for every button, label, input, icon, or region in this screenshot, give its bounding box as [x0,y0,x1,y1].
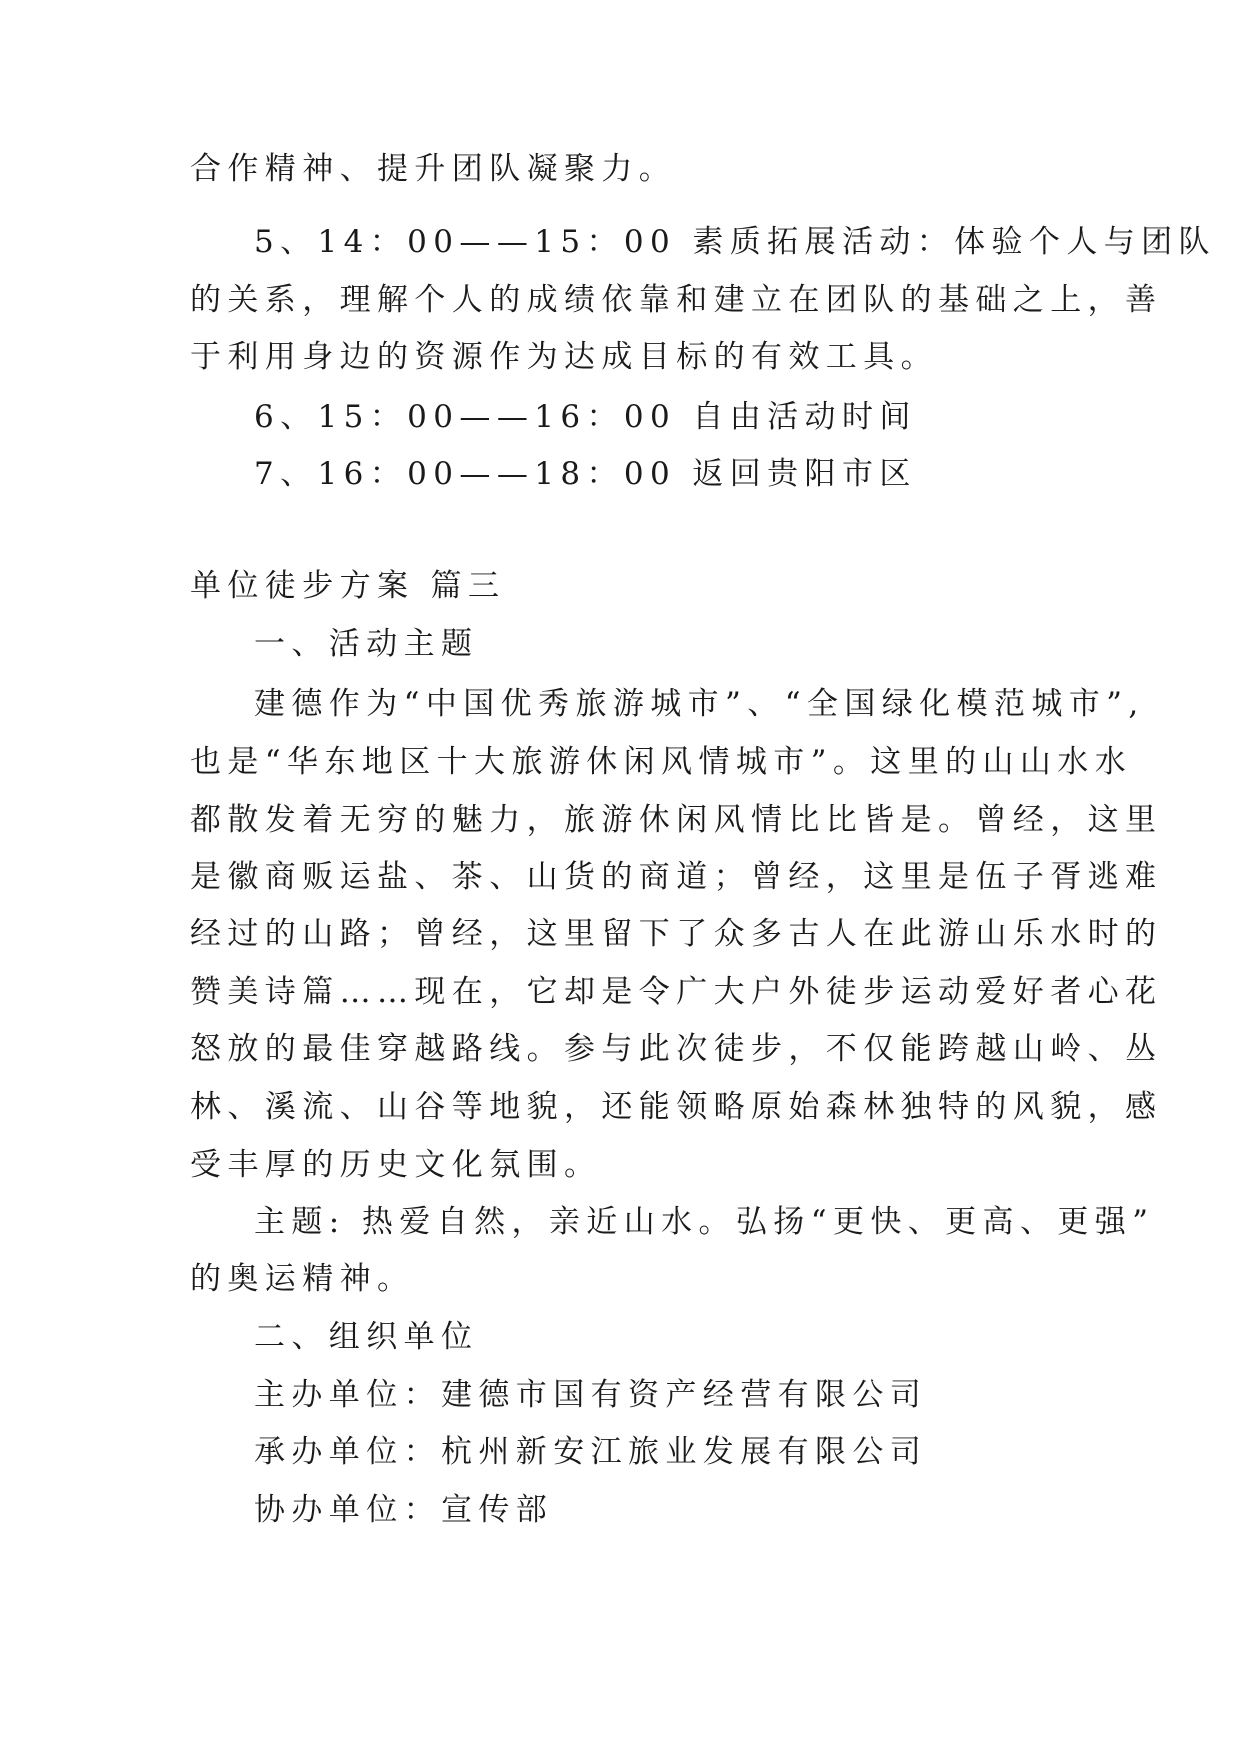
theme-line: 主题: 热爱自然，亲近山水。弘扬“更快、更高、更强” [254,1204,1155,1240]
paragraph-line: 也是“华东地区十大旅游休闲风情城市”。这里的山山水水 [190,744,1133,780]
paragraph-line: 怒放的最佳穿越路线。参与此次徒步，不仅能跨越山岭、丛 [190,1031,1163,1067]
paragraph-line: 于利用身边的资源作为达成目标的有效工具。 [190,339,938,375]
paragraph-line: 都散发着无穷的魅力，旅游休闲风情比比皆是。曾经，这里 [190,802,1163,838]
paragraph-line: 的奥运精神。 [190,1261,415,1297]
paragraph-line: 是徽商贩运盐、茶、山货的商道；曾经，这里是伍子胥逃难 [190,859,1163,895]
paragraph-line: 的关系，理解个人的成绩依靠和建立在团队的基础之上，善 [190,282,1163,318]
paragraph-line: 受丰厚的历史文化氛围。 [190,1147,602,1183]
organizer-host: 主办单位：建德市国有资产经营有限公司 [254,1377,928,1413]
heading-activity-theme: 一、活动主题 [254,626,479,662]
heading-organizers: 二、组织单位 [254,1319,479,1355]
schedule-item-6: 6、15：00——16：00 自由活动时间 [254,399,917,435]
paragraph-line: 赞美诗篇……现在，它却是令广大户外徒步运动爱好者心花 [190,974,1163,1010]
paragraph-line: 建德作为“中国优秀旅游城市”、“全国绿化模范城市”, [254,686,1145,722]
schedule-item-5: 5、14：00——15：00 素质拓展活动：体验个人与团队 [254,224,1216,260]
schedule-item-7: 7、16：00——18：00 返回贵阳市区 [254,456,917,492]
paragraph-line: 合作精神、提升团队凝聚力。 [190,151,677,187]
organizer-undertaker: 承办单位：杭州新安江旅业发展有限公司 [254,1434,928,1470]
paragraph-line: 经过的山路；曾经，这里留下了众多古人在此游山乐水时的 [190,916,1163,952]
paragraph-line: 林、溪流、山谷等地貌，还能领略原始森林独特的风貌，感 [190,1089,1163,1125]
organizer-co-organizer: 协办单位：宣传部 [254,1492,554,1528]
section-title: 单位徒步方案 篇三 [190,568,506,604]
